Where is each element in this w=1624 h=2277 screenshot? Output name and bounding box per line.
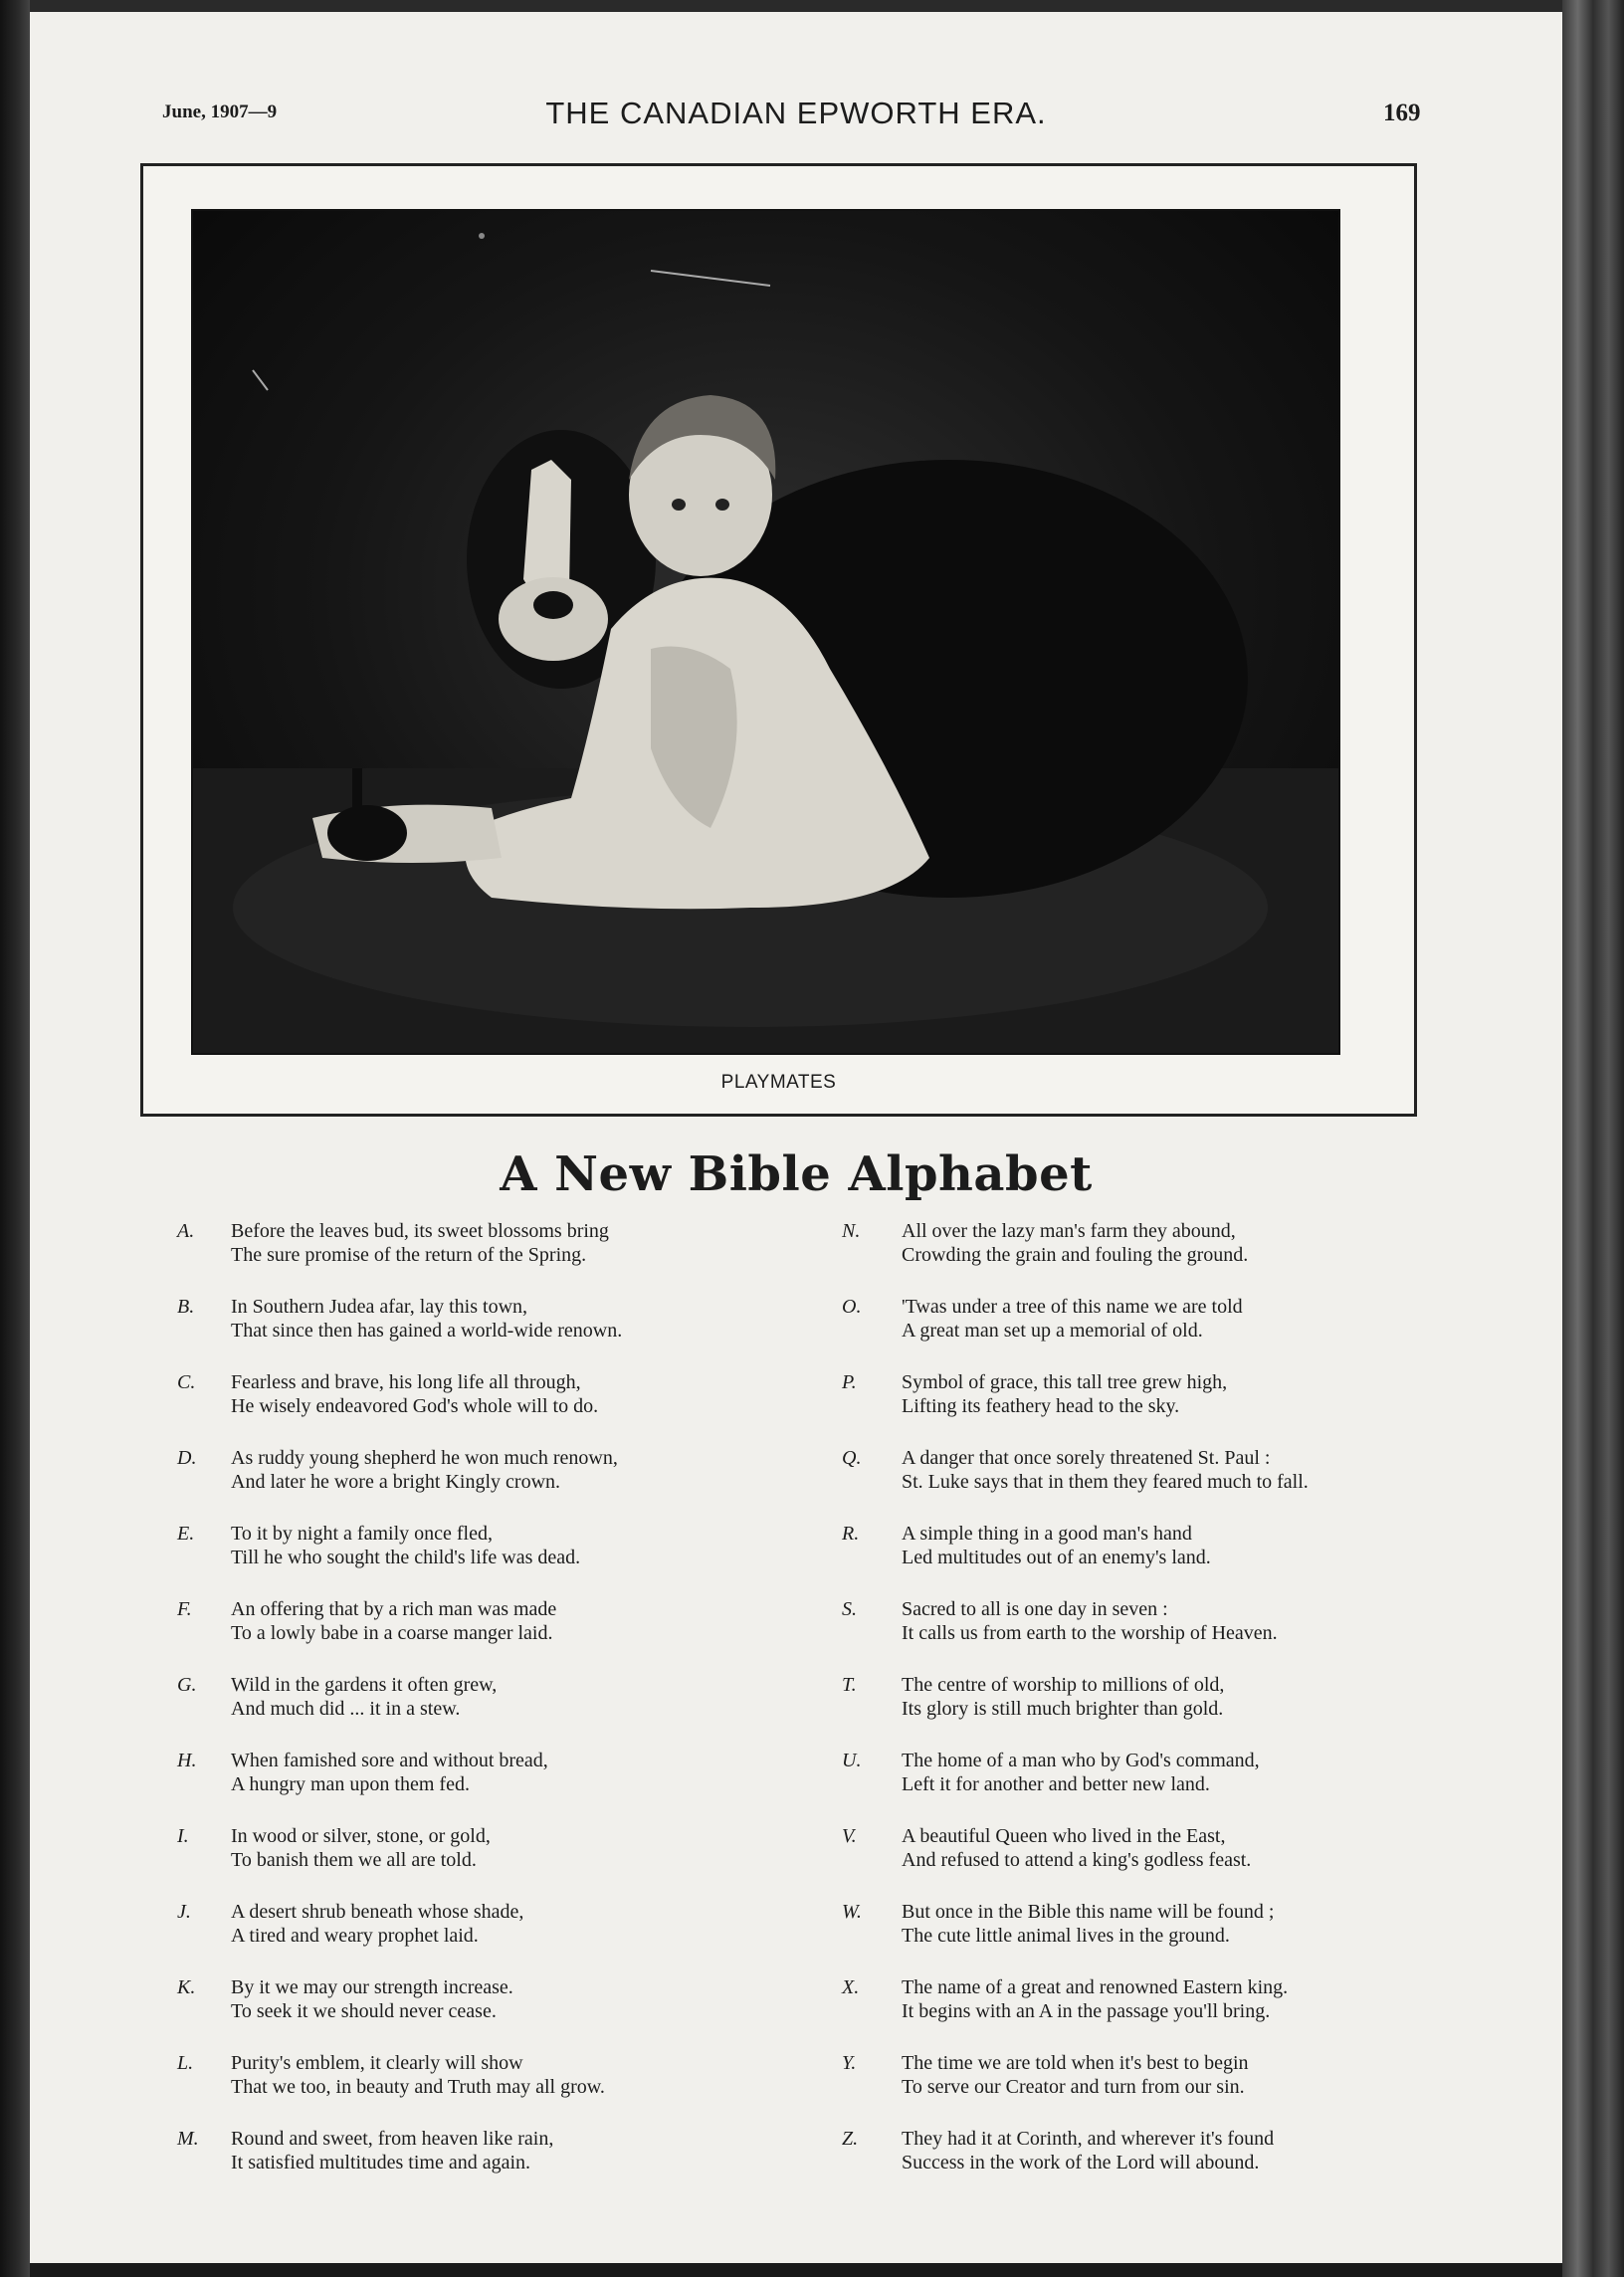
entry-letter: G. (177, 1674, 197, 1696)
entry-line: 'Twas under a tree of this name we are told (902, 1296, 1243, 1318)
entry-line: The sure promise of the return of the Spring. (231, 1244, 587, 1266)
entry-line: To a lowly babe in a coarse manger laid. (231, 1622, 553, 1644)
magazine-page (30, 12, 1562, 2263)
entry-line: Till he who sought the child's life was dead. (231, 1547, 581, 1568)
entry-letter: E. (177, 1523, 195, 1545)
entry-line: It satisfied multitudes time and again. (231, 2152, 531, 2174)
entry-line: Round and sweet, from heaven like rain, (231, 2128, 554, 2150)
entry-line: And refused to attend a king's godless feast. (902, 1849, 1252, 1871)
entry-letter: W. (842, 1901, 862, 1923)
entry-line: In Southern Judea afar, lay this town, (231, 1296, 528, 1318)
entry-line: In wood or silver, stone, or gold, (231, 1825, 491, 1847)
entry-line: A tired and weary prophet laid. (231, 1925, 479, 1947)
entry-line: The cute little animal lives in the ground. (902, 1925, 1230, 1947)
entry-line: A hungry man upon them fed. (231, 1773, 470, 1795)
entry-line: Lifting its feathery head to the sky. (902, 1395, 1180, 1417)
entry-line: He wisely endeavored God's whole will to do. (231, 1395, 599, 1417)
entry-letter: Z. (842, 2128, 859, 2150)
entry-line: Before the leaves bud, its sweet blossoms bring (231, 1220, 609, 1242)
publication-title: THE CANADIAN EPWORTH ERA. (545, 96, 1047, 130)
entry-letter: P. (842, 1371, 857, 1393)
entry-line: A simple thing in a good man's hand (902, 1523, 1192, 1545)
entry-line: As ruddy young shepherd he won much renown, (231, 1447, 618, 1469)
entry-line: That we too, in beauty and Truth may all grow. (231, 2076, 605, 2098)
entry-line: Crowding the grain and fouling the ground. (902, 1244, 1249, 1266)
entry-line: By it we may our strength increase. (231, 1976, 513, 1998)
entry-line: It begins with an A in the passage you'll bring. (902, 2000, 1271, 2022)
photo-illustration (193, 211, 1338, 1053)
entry-line: When famished sore and without bread, (231, 1750, 548, 1771)
entry-line: A desert shrub beneath whose shade, (231, 1901, 524, 1923)
entry-letter: C. (177, 1371, 196, 1393)
entry-line: The time we are told when it's best to begin (902, 2052, 1249, 2074)
entry-line: Symbol of grace, this tall tree grew high, (902, 1371, 1228, 1393)
photo-caption: PLAYMATES (720, 1072, 837, 1093)
entry-letter: F. (177, 1598, 192, 1620)
entry-letter: D. (177, 1447, 197, 1469)
entry-letter: K. (177, 1976, 196, 1998)
entry-letter: Y. (842, 2052, 857, 2074)
entry-letter: S. (842, 1598, 857, 1620)
article-title: A New Bible Alphabet (500, 1146, 1093, 1202)
entry-line: It calls us from earth to the worship of Heaven. (902, 1622, 1278, 1644)
entry-line: Its glory is still much brighter than gold. (902, 1698, 1224, 1720)
entry-line: To it by night a family once fled, (231, 1523, 493, 1545)
entry-line: And much did ... it in a stew. (231, 1698, 461, 1720)
entry-letter: N. (842, 1220, 861, 1242)
entry-line: And later he wore a bright Kingly crown. (231, 1471, 561, 1493)
entry-line: That since then has gained a world-wide renown. (231, 1320, 623, 1342)
entry-line: Left it for another and better new land. (902, 1773, 1210, 1795)
issue-date: June, 1907—9 (162, 102, 278, 122)
playmates-photo (191, 209, 1340, 1055)
entry-line: An offering that by a rich man was made (231, 1598, 557, 1620)
entry-line: St. Luke says that in them they feared much to fall. (902, 1471, 1309, 1493)
book-spine (1562, 0, 1624, 2277)
entry-letter: R. (842, 1523, 860, 1545)
entry-line: To banish them we all are told. (231, 1849, 477, 1871)
entry-line: Purity's emblem, it clearly will show (231, 2052, 523, 2074)
entry-line: A great man set up a memorial of old. (902, 1320, 1203, 1342)
entry-line: But once in the Bible this name will be found ; (902, 1901, 1275, 1923)
entry-letter: I. (177, 1825, 189, 1847)
entry-letter: H. (177, 1750, 197, 1771)
entry-letter: L. (177, 2052, 194, 2074)
entry-line: All over the lazy man's farm they abound, (902, 1220, 1236, 1242)
entry-line: To serve our Creator and turn from our sin. (902, 2076, 1245, 2098)
scan-top-edge (0, 0, 1624, 12)
entry-letter: Q. (842, 1447, 862, 1469)
entry-letter: B. (177, 1296, 195, 1318)
scan-left-edge (0, 0, 30, 2277)
entry-line: The name of a great and renowned Eastern king. (902, 1976, 1289, 1998)
entry-line: Fearless and brave, his long life all through, (231, 1371, 581, 1393)
entry-letter: O. (842, 1296, 862, 1318)
entry-letter: V. (842, 1825, 857, 1847)
entry-letter: A. (177, 1220, 195, 1242)
entry-letter: J. (177, 1901, 191, 1923)
page-number: 169 (1383, 100, 1421, 126)
entry-line: To seek it we should never cease. (231, 2000, 497, 2022)
entry-line: A danger that once sorely threatened St. Paul : (902, 1447, 1271, 1469)
entry-line: The centre of worship to millions of old, (902, 1674, 1225, 1696)
entry-line: Led multitudes out of an enemy's land. (902, 1547, 1211, 1568)
entry-letter: T. (842, 1674, 857, 1696)
entry-letter: U. (842, 1750, 862, 1771)
entry-line: They had it at Corinth, and wherever it's found (902, 2128, 1275, 2150)
entry-line: A beautiful Queen who lived in the East, (902, 1825, 1226, 1847)
entry-letter: X. (842, 1976, 860, 1998)
photo-frame (140, 163, 1417, 1117)
entry-line: Wild in the gardens it often grew, (231, 1674, 498, 1696)
entry-line: Success in the work of the Lord will abound. (902, 2152, 1260, 2174)
entry-line: The home of a man who by God's command, (902, 1750, 1260, 1771)
entry-line: Sacred to all is one day in seven : (902, 1598, 1168, 1620)
entry-letter: M. (177, 2128, 199, 2150)
